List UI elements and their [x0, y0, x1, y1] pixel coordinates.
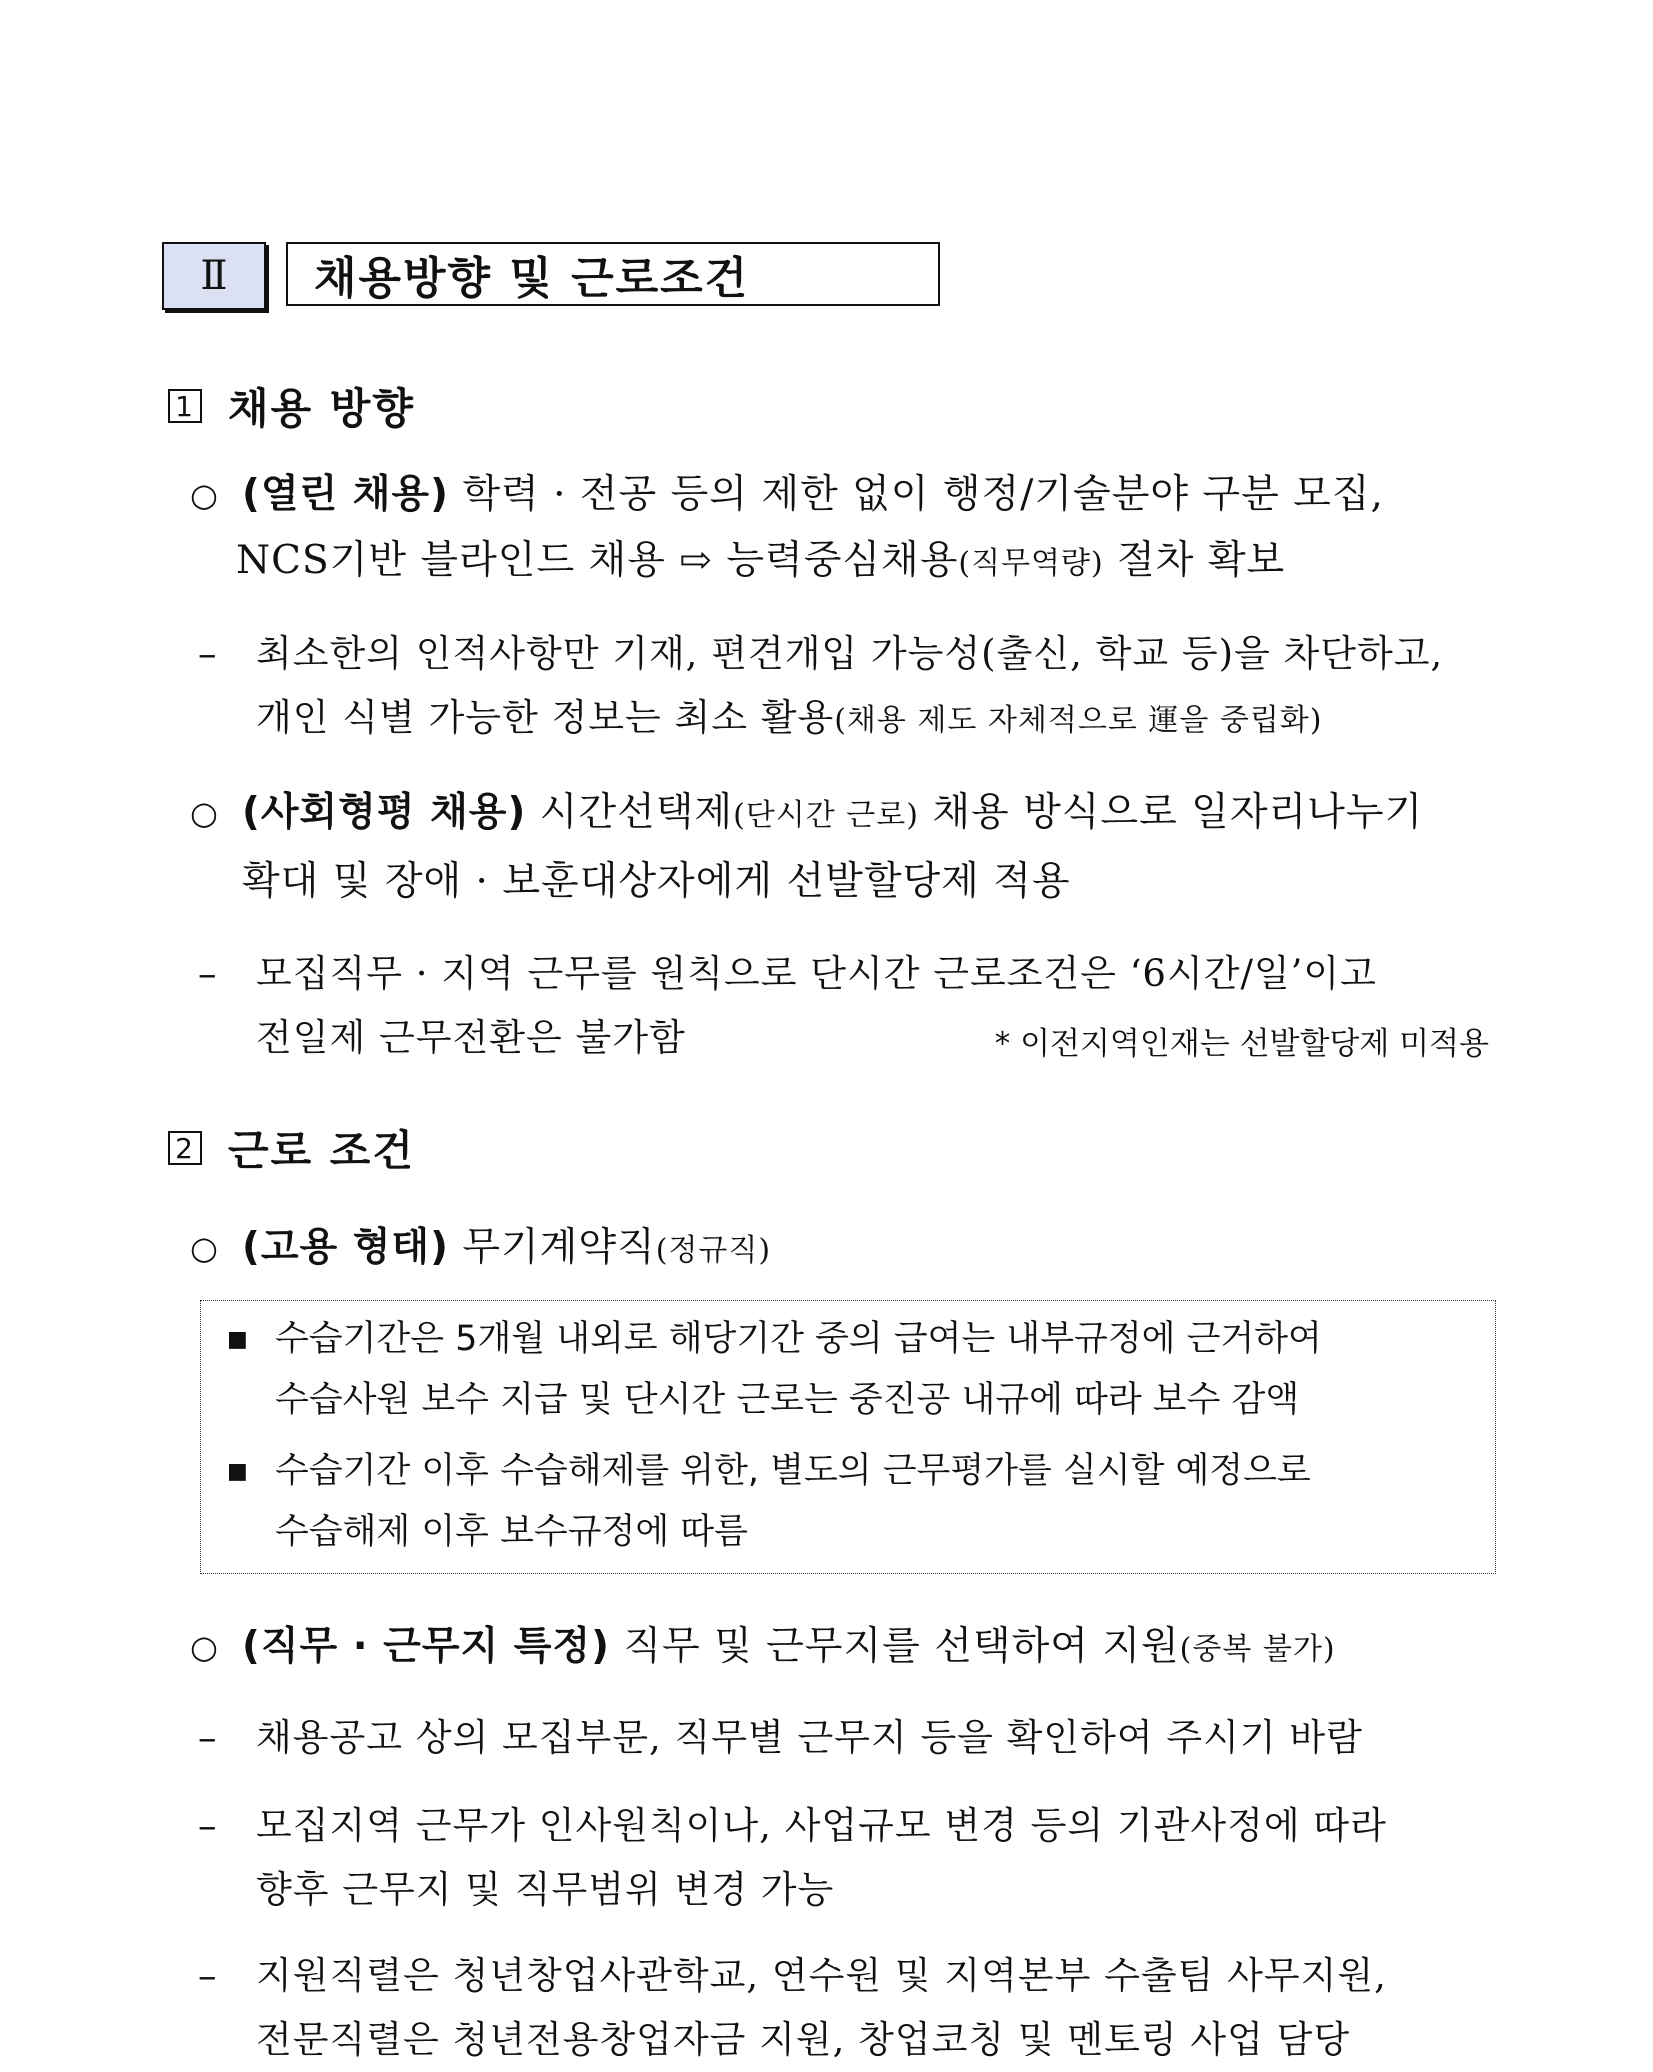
- bullet-text: 직무 및 근무지를 선택하여 지원: [609, 1624, 1180, 1669]
- dash-item-job-series: [198, 1944, 1510, 2072]
- dash-text: 전문직렬은 청년전용창업자금 지원, 창업코칭 및 멘토링 사업 담당: [256, 2018, 1351, 2061]
- dash-text: 향후 근무지 및 직무범위 변경 가능: [256, 1868, 835, 1911]
- note-text: 수습사원 보수 지급 및 단시간 근로는 중진공 내규에 따라 보수 감액: [275, 1380, 1300, 1420]
- bullet-text: 학력 · 전공 등의 제한 없이 행정/기술분야 구분 모집,: [448, 472, 1384, 517]
- bullet-text-small: (직무역량): [958, 546, 1104, 581]
- dash-text: 모집지역 근무가 인사원칙이나, 사업규모 변경 등의 기관사정에 따라: [256, 1804, 1387, 1847]
- note-text: 수습해제 이후 보수규정에 따름: [275, 1512, 748, 1552]
- dash-text: 최소한의 인적사항만 기재, 편견개입 가능성(출신, 학교 등)을 차단하고,: [256, 632, 1444, 675]
- dash-text: 지원직렬은 청년창업사관학교, 연수원 및 지역본부 수출팀 사무지원,: [256, 1954, 1387, 1997]
- bullet-label: (직무 · 근무지 특정): [242, 1624, 610, 1669]
- footnote: * 이전지역인재는 선발할당제 미적용: [994, 1026, 1489, 1062]
- dash-bullet-icon: –: [198, 1954, 218, 1997]
- heading-text: 채용 방향: [228, 384, 415, 433]
- bullet-text: 채용 방식으로 일자리나누기: [918, 790, 1424, 835]
- section-number: Ⅱ: [162, 242, 266, 310]
- circle-bullet-icon: ○: [190, 1628, 219, 1666]
- bullet-job-location: [190, 1614, 1510, 1683]
- probation-note-box: [200, 1300, 1496, 1574]
- dash-bullet-icon: –: [198, 952, 218, 995]
- bullet-label: (고용 형태): [242, 1225, 449, 1270]
- dash-bullet-icon: –: [198, 1804, 218, 1847]
- heading-number-box: 2: [168, 1131, 202, 1165]
- bullet-text: 절차 확보: [1103, 538, 1286, 583]
- dash-bullet-icon: –: [198, 632, 218, 675]
- dash-item-check-notice: [198, 1706, 1510, 1770]
- bullet-text: NCS기반 블라인드 채용 ⇨ 능력중심채용: [236, 538, 959, 583]
- bullet-text-small: (단시간 근로): [733, 798, 919, 833]
- bullet-open-recruitment: [190, 462, 1510, 597]
- circle-bullet-icon: ○: [190, 794, 219, 832]
- bullet-text-small: (중복 불가): [1179, 1632, 1336, 1667]
- note-item: [227, 1441, 1435, 1563]
- square-bullet-icon: ■: [227, 1459, 248, 1484]
- bullet-text-small: (정규직): [655, 1233, 772, 1268]
- heading-working-conditions: [168, 1118, 415, 1178]
- dash-item-location-change: [198, 1794, 1510, 1922]
- bullet-employment-type: [190, 1215, 1510, 1284]
- bullet-label: (열린 채용): [242, 472, 449, 517]
- dash-text: 전일제 근무전환은 불가함: [256, 1016, 686, 1059]
- bullet-text: 확대 및 장애 · 보훈대상자에게 선발할당제 적용: [242, 859, 1071, 904]
- note-item: [227, 1309, 1435, 1431]
- heading-recruitment-direction: [168, 376, 415, 436]
- circle-bullet-icon: ○: [190, 1229, 219, 1267]
- dash-item-blind-info: [198, 622, 1510, 753]
- bullet-social-equity: [190, 780, 1510, 915]
- dash-text: 개인 식별 가능한 정보는 최소 활용: [256, 696, 835, 739]
- note-text: 수습기간 이후 수습해제를 위한, 별도의 근무평가를 실시할 예정으로: [275, 1451, 1311, 1491]
- bullet-label: (사회형평 채용): [242, 790, 527, 835]
- dash-text: 모집직무 · 지역 근무를 원칙으로 단시간 근로조건은 ‘6시간/일’이고: [256, 952, 1377, 995]
- dash-text: 채용공고 상의 모집부문, 직무별 근무지 등을 확인하여 주시기 바람: [256, 1716, 1363, 1759]
- heading-number-box: 1: [168, 389, 202, 423]
- bullet-text: 시간선택제: [526, 790, 734, 835]
- section-title: 채용방향 및 근로조건: [286, 242, 940, 306]
- dash-text-small: (채용 제도 자체적으로 運을 중립화): [834, 703, 1323, 738]
- circle-bullet-icon: ○: [190, 476, 219, 514]
- heading-text: 근로 조건: [228, 1126, 415, 1175]
- note-text: 수습기간은 5개월 내외로 해당기간 중의 급여는 내부규정에 근거하여: [275, 1319, 1322, 1359]
- dash-bullet-icon: –: [198, 1716, 218, 1759]
- square-bullet-icon: ■: [227, 1327, 248, 1352]
- bullet-text: 무기계약직: [448, 1225, 656, 1270]
